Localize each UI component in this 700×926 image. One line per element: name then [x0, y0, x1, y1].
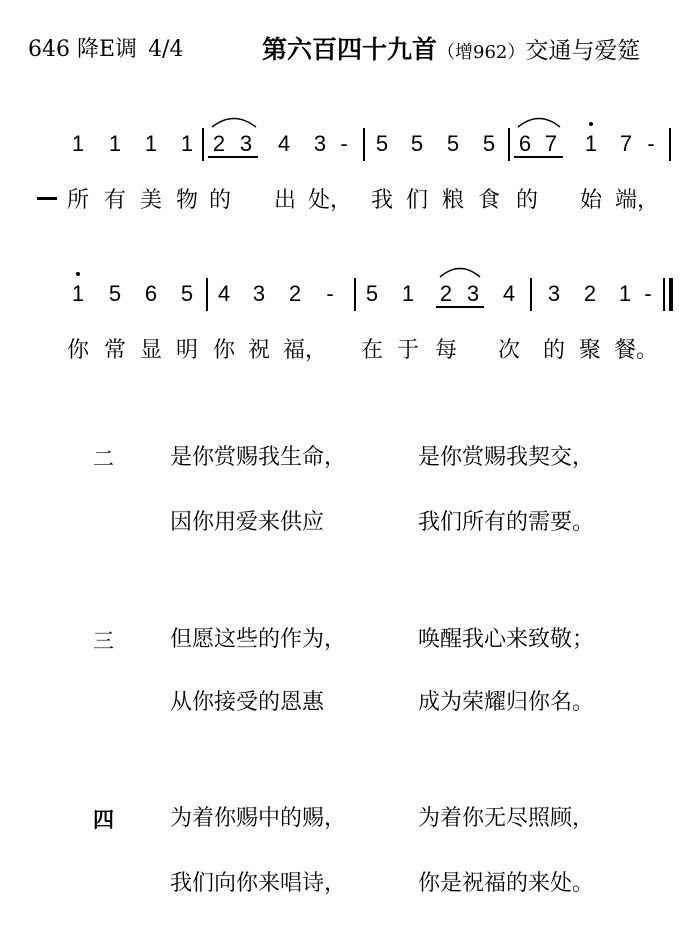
- lyric-char: 粮: [441, 188, 465, 213]
- note: 2: [583, 281, 597, 306]
- lyric-char: 的: [208, 188, 232, 213]
- barline: [202, 128, 204, 161]
- note: 7: [619, 131, 633, 156]
- supplement-number: （增962）: [437, 42, 526, 63]
- note: 5: [375, 131, 389, 156]
- lyric-char: 每: [434, 338, 458, 363]
- verse-line: 但愿这些的作为，: [170, 627, 347, 652]
- note: 2: [212, 131, 226, 156]
- note: 1: [71, 281, 85, 306]
- lyric-char: 我: [370, 188, 394, 213]
- note: 5: [482, 131, 496, 156]
- note: 3: [466, 281, 480, 306]
- lyric-char: 在: [360, 338, 384, 363]
- lyric-char: 的: [515, 188, 539, 213]
- note: 3: [547, 281, 561, 306]
- slur-mark: [438, 264, 482, 278]
- note: 3: [313, 131, 327, 156]
- hymn-subtitle: 交通与爱筵: [525, 38, 641, 64]
- final-barline-thin: [663, 278, 665, 311]
- note: 4: [277, 131, 291, 156]
- lyric-char: 你: [66, 338, 90, 363]
- hymn-number: 646: [28, 37, 70, 62]
- note: 6: [144, 281, 158, 306]
- slur-mark: [210, 114, 258, 128]
- note: 2: [439, 281, 453, 306]
- verse-line: 你是祝福的来处。: [418, 871, 595, 896]
- barline: [530, 278, 532, 311]
- verse-line: 为着你无尽照顾，: [418, 806, 595, 831]
- note: 4: [217, 281, 231, 306]
- lyric-char: 端，: [614, 188, 660, 213]
- note: 5: [108, 281, 122, 306]
- note: 3: [252, 281, 266, 306]
- note: 5: [365, 281, 379, 306]
- verse-line: 为着你赐中的赐，: [170, 806, 347, 831]
- note: 1: [618, 281, 632, 306]
- lyric-char: 常: [103, 338, 127, 363]
- dash-note: -: [647, 131, 655, 156]
- final-barline-thick: [669, 278, 673, 311]
- lead-dash: [37, 197, 57, 200]
- note: 1: [71, 131, 85, 156]
- dash-note: -: [340, 131, 348, 156]
- note: 4: [502, 281, 516, 306]
- note: 5: [410, 131, 424, 156]
- lyric-char: 明: [175, 338, 199, 363]
- high-octave-dot: [589, 122, 593, 126]
- verse-number: 二: [93, 447, 114, 471]
- lyric-char: 聚: [578, 338, 602, 363]
- verse-line: 我们所有的需要。: [418, 510, 595, 535]
- verse-number: 四: [93, 807, 114, 832]
- verse-line: 我们向你来唱诗，: [170, 871, 347, 896]
- barline: [206, 278, 208, 311]
- note: 1: [584, 131, 598, 156]
- lyric-char: 始: [579, 188, 603, 213]
- note: 7: [544, 131, 558, 156]
- lyric-char: 你: [212, 338, 236, 363]
- hymn-header-left: [28, 32, 183, 63]
- note: 2: [288, 281, 302, 306]
- verse-line: 从你接受的恩惠: [170, 690, 325, 715]
- note: 1: [108, 131, 122, 156]
- verse-line: 是你赏赐我生命，: [170, 445, 347, 470]
- barline: [363, 128, 365, 161]
- lyric-char: 处，: [307, 188, 353, 213]
- lyric-char: 显: [139, 338, 163, 363]
- lyric-char: 福，: [282, 338, 328, 363]
- lyric-char: 物: [175, 188, 199, 213]
- barline: [508, 128, 510, 161]
- barline: [669, 128, 671, 161]
- verse-number: 三: [93, 629, 114, 653]
- key-label: 降E调: [77, 37, 138, 62]
- verse-line: 是你赏赐我契交，: [418, 445, 595, 470]
- underline-beam: [436, 306, 484, 308]
- lyric-char: 于: [396, 338, 420, 363]
- hymn-title: 第六百四十九首: [262, 35, 438, 64]
- lyric-char: 美: [139, 188, 163, 213]
- lyric-char: 餐。: [613, 338, 659, 363]
- note: 6: [518, 131, 532, 156]
- lyric-char: 祝: [247, 338, 271, 363]
- note: 1: [180, 131, 194, 156]
- hymn-title-block: [262, 30, 640, 66]
- lyric-char: 们: [405, 188, 429, 213]
- lyric-char: 食: [477, 188, 501, 213]
- note: 1: [144, 131, 158, 156]
- lyric-char: 所: [66, 188, 90, 213]
- note: 3: [239, 131, 253, 156]
- verse-line: 因你用爱来供应: [170, 510, 325, 535]
- note: 1: [401, 281, 415, 306]
- lyric-char: 次: [497, 338, 521, 363]
- lyric-char: 出: [273, 188, 297, 213]
- barline: [354, 278, 356, 311]
- time-signature: 4/4: [148, 37, 184, 62]
- underline-beam: [514, 156, 563, 158]
- lyric-char: 的: [542, 338, 566, 363]
- dash-note: -: [326, 281, 334, 306]
- verse-line: 成为荣耀归你名。: [418, 690, 595, 715]
- note: 5: [446, 131, 460, 156]
- verse-line: 唤醒我心来致敬；: [418, 627, 595, 652]
- high-octave-dot: [76, 272, 80, 276]
- dash-note: -: [644, 281, 652, 306]
- note: 5: [180, 281, 194, 306]
- slur-mark: [516, 114, 562, 128]
- lyric-char: 有: [103, 188, 127, 213]
- underline-beam: [208, 156, 258, 158]
